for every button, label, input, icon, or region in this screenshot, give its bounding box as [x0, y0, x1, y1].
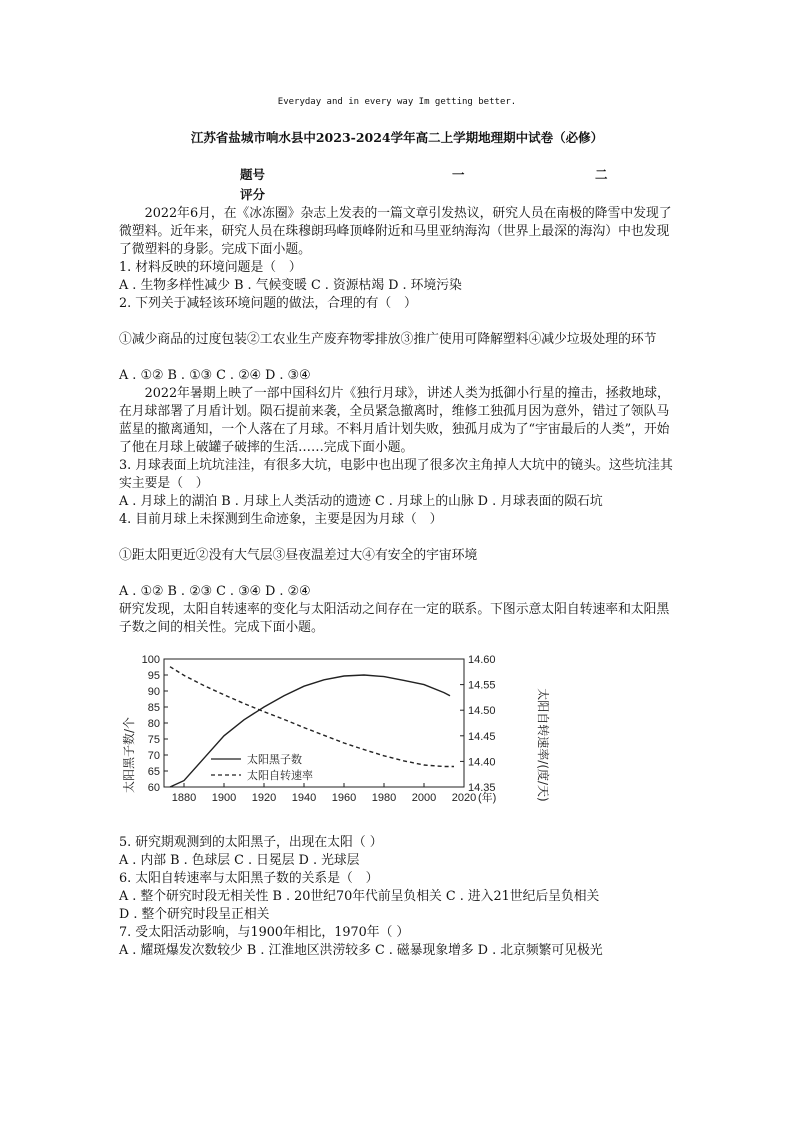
left-axis-label: 太阳黑子数/个: [122, 716, 136, 794]
q4-statements: ①距太阳更近②没有大气层③昼夜温差过大④有安全的宇宙环境: [119, 548, 478, 563]
q2-stem: 2. 下列关于减轻该环境问题的做法，合理的有（ ）: [119, 296, 417, 311]
legend-sunspot-label: 太阳黑子数: [247, 753, 302, 766]
q6-options-line2: D . 整个研究时段呈正相关: [119, 907, 270, 922]
left-tick-label: 90: [147, 686, 160, 698]
q4-stem: 4. 目前月球上未探测到生命迹象，主要是因为月球（ ）: [119, 512, 443, 527]
left-tick-label: 70: [147, 750, 160, 762]
exam-content: [119, 205, 679, 960]
right-tick-label: 14.35: [468, 782, 496, 794]
x-axis-unit: (年): [478, 792, 497, 804]
left-tick-label: 60: [147, 782, 160, 794]
plot-frame: [164, 659, 464, 787]
q2-options: A . ①② B . ①③ C . ②④ D . ③④: [119, 368, 311, 383]
right-tick-label: 14.45: [468, 730, 496, 743]
q7-options: A . 耀斑爆发次数较少 B . 江淮地区洪涝较多 C . 磁暴现象增多 D . 北京频繁可见极光: [119, 943, 603, 958]
q3-stem: 3. 月球表面上坑坑洼洼，有很多大坑，电影中也出现了很多次主角掉人大坑中的镜头。这些坑洼其实主要是（ ）: [119, 458, 673, 491]
q5-options: A . 内部 B . 色球层 C . 日冕层 D . 光球层: [119, 853, 360, 868]
q2-statements: ①减少商品的过度包装②工农业生产废弃物零排放③推广使用可降解塑料④减少垃圾处理的环节: [119, 332, 657, 347]
chart-legend: [211, 752, 313, 782]
q5-stem: 5. 研究期观测到的太阳黑子，出现在太阳（ ）: [119, 835, 383, 850]
left-tick-label: 85: [147, 702, 160, 714]
x-tick-label: 1980: [371, 792, 397, 804]
score-col-2: 二: [595, 167, 608, 182]
chart-svg: [119, 645, 550, 830]
right-tick-label: 14.50: [468, 705, 496, 718]
x-tick-label: 1920: [251, 792, 277, 804]
q6-options-line1: A . 整个研究时段无相关性 B . 20世纪70年代前呈负相关 C . 进入21世纪后呈负相关: [119, 889, 600, 904]
passage-3: 研究发现，太阳自转速率的变化与太阳活动之间存在一定的联系。下图示意太阳自转速率和太阳黑子数之间的相关性。完成下面小题。: [119, 602, 670, 635]
x-tick-label: 2020: [451, 792, 477, 804]
score-col-1: 一: [452, 167, 465, 182]
x-tick-label: 1880: [171, 792, 197, 804]
motto-header: Everyday and in every way Im getting better.: [277, 97, 517, 107]
left-tick-label: 80: [147, 718, 160, 730]
x-tick-label: 2000: [411, 792, 437, 804]
x-tick-label: 1940: [291, 792, 317, 804]
right-axis-label: 太阳自转速率/(度/天): [536, 688, 550, 802]
legend-rotation-label: 太阳自转速率: [247, 769, 313, 782]
sunspot-rotation-chart: [119, 645, 679, 830]
right-tick-label: 14.40: [468, 756, 496, 769]
q7-stem: 7. 受太阳活动影响，与1900年相比，1970年（ ）: [119, 925, 410, 940]
left-tick-label: 75: [147, 734, 160, 746]
left-tick-label: 100: [141, 654, 160, 666]
q3-options: A . 月球上的湖泊 B . 月球上人类活动的遗迹 C . 月球上的山脉 D . 月球表面的陨石坑: [119, 494, 603, 509]
q1-options: A . 生物多样性减少 B . 气候变暖 C . 资源枯竭 D . 环境污染: [119, 278, 462, 293]
score-row-label: 评分: [240, 187, 266, 202]
score-col-label: 题号: [240, 167, 266, 182]
score-table: [240, 165, 640, 205]
q6-stem: 6. 太阳自转速率与太阳黑子数的关系是（ ）: [119, 871, 379, 886]
q4-options: A . ①② B . ②③ C . ③④ D . ②④: [119, 584, 311, 599]
right-tick-label: 14.60: [468, 654, 496, 666]
q1-stem: 1. 材料反映的环境问题是（ ）: [119, 260, 302, 275]
x-tick-label: 1900: [211, 792, 237, 804]
left-tick-label: 65: [147, 766, 160, 778]
passage-2: 2022年暑期上映了一部中国科幻片《独行月球》，讲述人类为抵御小行星的撞击，拯救地球，在月球部署了月盾计划。陨石提前来袭，全员紧急撤离时，维修工独孤月因为意外，错过了领队马蓝星的撤离通知，一个人落在了月球。不料月盾计划失败，独孤月成为了“宇宙最后的人类”，开始了他在月球上破罐子破摔的生活……完成下面小题。: [119, 386, 670, 455]
exam-title: 江苏省盐城市响水县中2023-2024学年高二上学期地理期中试卷（必修）: [190, 130, 604, 145]
passage-1: 2022年6月，在《冰冻圈》杂志上发表的一篇文章引发热议，研究人员在南极的降雪中发现了微塑料。近年来，研究人员在珠穆朗玛峰顶峰附近和马里亚纳海沟（世界上最深的海沟）中也发现了微塑料的身影。完成下面小题。: [119, 206, 672, 257]
left-tick-label: 95: [147, 670, 160, 682]
right-tick-label: 14.55: [468, 679, 496, 692]
x-tick-label: 1960: [331, 792, 357, 804]
